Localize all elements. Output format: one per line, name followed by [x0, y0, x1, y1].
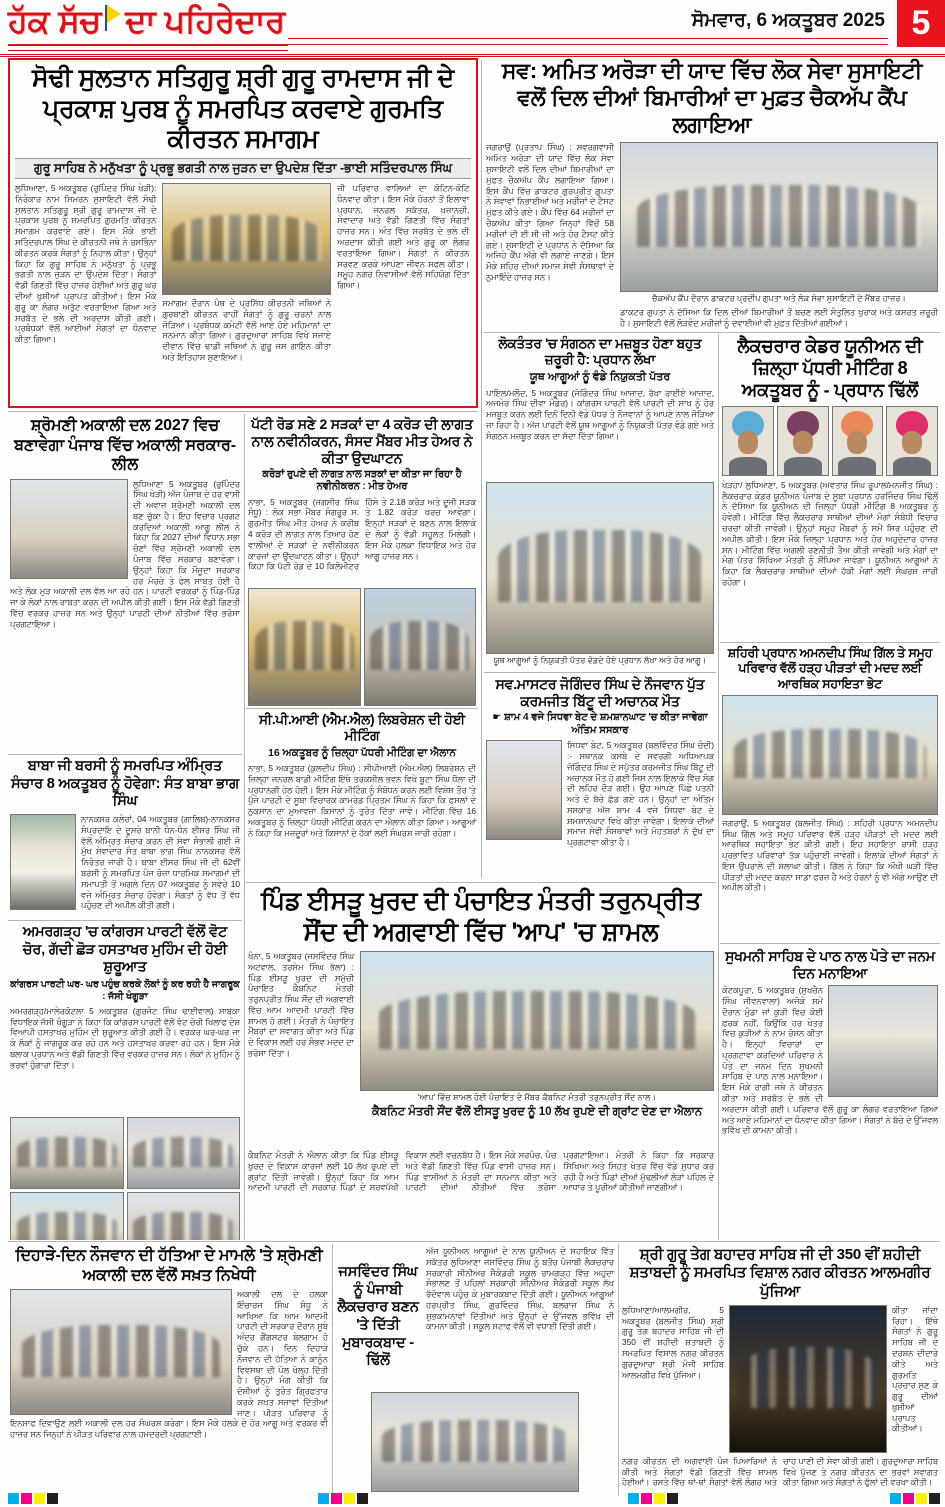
section-rule: [8, 1241, 940, 1242]
subhead: 16 ਅਕਤੂਬਰ ਨੂੰ ਜ਼ਿਲ੍ਹਾ ਪੱਧਰੀ ਮੀਟਿੰਗ ਦਾ ਐਲਾਨ: [268, 746, 456, 759]
headline: ਪੱਟੀ ਰੋਡ ਸਣੇ 2 ਸੜਕਾਂ ਦਾ 4 ਕਰੋੜ ਦੀ ਲਾਗਤ ਨਾਲ ਨਵੀਨੀਕਰਨ, ਸੰਸਦ ਮੈਂਬਰ ਮੀਤ ਹੇਅਰ ਨੇ ਕੀਤਾ ਉਦਘਾਟਨ: [251, 416, 473, 467]
photo-kirtan-stage: [162, 183, 331, 295]
photo-youth-leaders: [486, 482, 714, 654]
portrait-leader-2: [777, 406, 829, 476]
print-color-marks: [628, 1493, 678, 1504]
photo-school-felicitation: [371, 1392, 579, 1492]
portrait-leader-3: [832, 406, 884, 476]
page-number-box: [897, 0, 945, 47]
section-rule: [484, 672, 716, 673]
masthead-rule: [288, 38, 888, 45]
photo-caption: ਯੂਥ ਆਗੂਆਂ ਨੂੰ ਨਿਯੁਕਤੀ ਪੱਤਰ ਵੰਡਦੇ ਹੋਏ ਪ੍ਰਧਾਨ ਲੱਖਾ ਅਤੇ ਹੋਰ ਆਗੂ।: [493, 655, 707, 665]
subhead: ਯੂਥ ਆਗੂਆਂ ਨੂੰ ਵੰਡੇ ਨਿਯੁਕਤੀ ਪੱਤਰ: [529, 370, 671, 383]
column-rule: [718, 334, 719, 1240]
body: ਅਮਰਗੜ੍ਹ/ਮਾਲੇਰਕੋਟਲਾ 5 ਅਕਤੂਬਰ (ਗੁਰਜੰਟ ਸਿੰਘ ਢਾਈਵਾਲ) ਸਾਬਕਾ ਵਿਧਾਇਕ ਜੱਸੀ ਖੰਗੂੜਾ ਨੇ ਕਿਹਾ ਕਿ ਕਾਂਗਰਸ ਪਾਰਟੀ ਵੱਲੋਂ ਵੋਟ ਚੋਰੀ ਖਿਲਾਫ ਦੇਸ਼ ਵਿਆਪੀ ਹਸਤਾਖਰ ਮੁਹਿੰਮ ਦੀ ਸ਼ੁਰੂਆਤ ਕੀਤੀ ਗਈ ਹੈ। ਵਰਕਰ ਘਰ-ਘਰ ਜਾ ਕੇ ਲੋਕਾਂ ਨੂੰ ਜਾਗਰੂਕ ਕਰ ਰਹੇ ਹਨ ਅਤੇ ਹਸਤਾਖਰ ਕਰਵਾ ਰਹੇ ਹਨ। ਇਸ ਮੌਕੇ ਬਲਾਕ ਪ੍ਰਧਾਨ ਅਤੇ ਵੱਡੀ ਗਿਣਤੀ ਵਿੱਚ ਵਰਕਰ ਹਾਜ਼ਰ ਸਨ। ਲੋਕਾਂ ਨੇ ਮੁਹਿੰਮ ਨੂੰ ਭਰਵਾਂ ਹੁੰਗਾਰਾ ਦਿੱਤਾ।: [10, 1005, 240, 1070]
article-congress-campaign[interactable]: [8, 922, 242, 1240]
headline: ਸੋਢੀ ਸੁਲਤਾਨ ਸਤਿਗੁਰੂ ਸ਼੍ਰੀ ਗੁਰੂ ਰਾਮਦਾਸ ਜੀ ਦੇ ਪ੍ਰਕਾਸ਼ ਪੁਰਬ ਨੂੰ ਸਮਰਪਿਤ ਕਰਵਾਏ ਗੁਰਮਤਿ ਕੀਰਤਨ ਸਮਾਗਮ: [31, 64, 455, 153]
article-loktantar[interactable]: [484, 334, 716, 670]
body-bottom: ਕੈਬਨਿਟ ਮੰਤਰੀ ਨੇ ਐਲਾਨ ਕੀਤਾ ਕਿ ਪਿੰਡ ਈਸੜੂ ਖੁਰਦ ਦੇ ਵਿਕਾਸ ਕਾਰਜਾਂ ਲਈ 10 ਲੱਖ ਰੁਪਏ ਦੀ ਗ੍ਰਾਂਟ ਦਿੱਤੀ ਜਾਵੇਗੀ। ਉਨ੍ਹਾਂ ਕਿਹਾ ਕਿ ਆਮ ਆਦਮੀ ਪਾਰਟੀ ਦੀ ਸਰਕਾਰ ਪਿੰਡਾਂ ਦੇ ਸਰਵਪੱਖੀ ਵਿਕਾਸ ਲਈ ਵਚਨਬੱਧ ਹੈ। ਇਸ ਮੌਕੇ ਸਰਪੰਚ, ਪੰਚ ਅਤੇ ਵੱਡੀ ਗਿਣਤੀ ਵਿੱਚ ਪਿੰਡ ਵਾਸੀ ਹਾਜ਼ਰ ਸਨ। ਪਿੰਡ ਵਾਸੀਆਂ ਨੇ ਮੰਤਰੀ ਦਾ ਸਨਮਾਨ ਕੀਤਾ ਅਤੇ ਪਾਰਟੀ ਦੀਆਂ ਨੀਤੀਆਂ ਵਿੱਚ ਭਰੋਸਾ ਪ੍ਰਗਟਾਇਆ। ਮੰਤਰੀ ਨੇ ਕਿਹਾ ਕਿ ਸਰਕਾਰ ਸਿੱਖਿਆ ਅਤੇ ਸਿਹਤ ਖੇਤਰ ਵਿੱਚ ਵੱਡੇ ਸੁਧਾਰ ਕਰ ਰਹੀ ਹੈ ਅਤੇ ਪਿੰਡਾਂ ਦੀਆਂ ਮੁੱਢਲੀਆਂ ਲੋੜਾਂ ਪਹਿਲ ਦੇ ਆਧਾਰ ਤੇ ਪੂਰੀਆਂ ਕੀਤੀਆਂ ਜਾਣਗੀਆਂ।: [248, 1150, 714, 1193]
photo-karamjit-bittu: [486, 740, 562, 840]
article-murder-condemnation[interactable]: [8, 1244, 330, 1496]
article-nagar-kirtan[interactable]: [620, 1244, 940, 1496]
headline: ਸ਼੍ਰੋਮਣੀ ਅਕਾਲੀ ਦਲ 2027 ਵਿਚ ਬਣਾਵੇਗਾ ਪੰਜਾਬ ਵਿੱਚ ਅਕਾਲੀ ਸਰਕਾਰ-ਲੀਲ: [14, 417, 236, 474]
nishan-sahib-flag-icon: [105, 5, 121, 39]
article-gill-flood-aid[interactable]: [720, 644, 940, 940]
photo-inauguration-2: [364, 588, 477, 706]
body: ਨਾਭਾ, 5 ਅਕਤੂਬਰ (ਜਗਸੀਰ ਸਿੰਘ ਸੰਧੂ) : ਲੋਕ ਸਭਾ ਮੈਂਬਰ ਸੰਗਰੂਰ ਸ. ਗੁਰਮੀਤ ਸਿੰਘ ਮੀਤ ਹੇਅਰ ਨੇ ਕਰੀਬ 4 ਕਰੋੜ ਦੀ ਲਾਗਤ ਨਾਲ ਤਿਆਰ ਹੋਣ ਵਾਲੀਆਂ ਦੋ ਸੜਕਾਂ ਦੇ ਨਵੀਨੀਕਰਨ ਕਾਰਜਾਂ ਦਾ ਉਦਘਾਟਨ ਕੀਤਾ। ਉਨ੍ਹਾਂ ਕਿਹਾ ਕਿ ਪੱਟੀ ਰੋਡ ਦੇ 10 ਕਿਲੋਮੀਟਰ ਹਿੱਸੇ ਤੇ 2.18 ਕਰੋੜ ਅਤੇ ਦੂਜੀ ਸੜਕ ਤੇ 1.82 ਕਰੋੜ ਖਰਚ ਆਵੇਗਾ। ਇਨ੍ਹਾਂ ਸੜਕਾਂ ਦੇ ਬਣਨ ਨਾਲ ਇਲਾਕੇ ਦੇ ਲੋਕਾਂ ਨੂੰ ਵੱਡੀ ਸਹੂਲਤ ਮਿਲੇਗੀ। ਇਸ ਮੌਕੇ ਹਲਕਾ ਵਿਧਾਇਕ ਅਤੇ ਹੋਰ ਆਗੂ ਹਾਜ਼ਰ ਸਨ।: [248, 496, 476, 572]
photo-inauguration-1: [248, 588, 361, 706]
photo-camp-group: [620, 142, 938, 292]
photo-signature-drive-3: [10, 1192, 124, 1240]
logo-text-part2: ਦਾ ਪਹਿਰੇਦਾਰ: [125, 3, 286, 39]
body-continued: ਡਾਕਟਰ ਗੁਪਤਾ ਨੇ ਦੱਸਿਆ ਕਿ ਦਿਲ ਦੀਆਂ ਬਿਮਾਰੀਆਂ ਤੋਂ ਬਚਣ ਲਈ ਸੰਤੁਲਿਤ ਖੁਰਾਕ ਅਤੇ ਕਸਰਤ ਜ਼ਰੂਰੀ ਹੈ। ਸੁਸਾਇਟੀ ਵੱਲੋਂ ਲੋੜਵੰਦ ਮਰੀਜ਼ਾਂ ਨੂੰ ਦਵਾਈਆਂ ਵੀ ਮੁਫ਼ਤ ਦਿੱਤੀਆਂ ਗਈਆਂ।: [620, 306, 938, 328]
portrait-row: [722, 406, 938, 476]
body-column-left: ਲੁਧਿਆਣਾ, 5 ਅਕਤੂਬਰ (ਰੁਪਿੰਦਰ ਸਿੰਘ ਖੇੜੀ): ਨਿਰੰਕਾਰ ਨਾਮ ਸਿਮਰਨ ਸੁਸਾਇਟੀ ਵੱਲੋਂ ਸੋਢੀ ਸੁਲਤਾਨ ਸਤਿਗੁਰੂ ਸ਼੍ਰੀ ਗੁਰੂ ਰਾਮਦਾਸ ਜੀ ਦੇ ਪ੍ਰਕਾਸ਼ ਪੁਰਬ ਨੂੰ ਸਮਰਪਿਤ ਗੁਰਮਤਿ ਕੀਰਤਨ ਸਮਾਗਮ ਕਰਵਾਏ ਗਏ। ਇਸ ਮੌਕੇ ਭਾਈ ਸਤਿੰਦਰਪਾਲ ਸਿੰਘ ਦੇ ਕੀਰਤਨੀ ਜਥੇ ਨੇ ਰਸਭਿੰਨਾ ਕੀਰਤਨ ਕਰਕੇ ਸੰਗਤਾਂ ਨੂੰ ਨਿਹਾਲ ਕੀਤਾ। ਉਨ੍ਹਾਂ ਕਿਹਾ ਕਿ ਗੁਰੂ ਸਾਹਿਬ ਨੇ ਮਨੁੱਖਤਾ ਨੂੰ ਪ੍ਰਭੂ ਭਗਤੀ ਨਾਲ ਜੁੜਨ ਦਾ ਉਪਦੇਸ਼ ਦਿੱਤਾ। ਸੰਗਤਾਂ ਵੱਡੀ ਗਿਣਤੀ ਵਿੱਚ ਹਾਜ਼ਰ ਹੋਈਆਂ ਅਤੇ ਗੁਰੂ ਘਰ ਦੀਆਂ ਖੁਸ਼ੀਆਂ ਪ੍ਰਾਪਤ ਕੀਤੀਆਂ। ਇਸ ਮੌਕੇ ਗੁਰੂ ਕਾ ਲੰਗਰ ਅਤੁੱਟ ਵਰਤਾਇਆ ਗਿਆ ਅਤੇ ਸਰਬੱਤ ਦੇ ਭਲੇ ਦੀ ਅਰਦਾਸ ਕੀਤੀ ਗਈ। ਪ੍ਰਬੰਧਕਾਂ ਵੱਲੋਂ ਆਈਆਂ ਸੰਗਤਾਂ ਦਾ ਧੰਨਵਾਦ ਕੀਤਾ ਗਿਆ।: [15, 183, 157, 345]
headline: ਲੋਕਤੰਤਰ 'ਚ ਸੰਗਠਨ ਦਾ ਮਜ਼ਬੂਤ ਹੋਣਾ ਬਹੁਤ ਜ਼ਰੂਰੀ ਹੈ: ਪ੍ਰਧਾਨ ਲੱਖਾ: [498, 336, 702, 368]
photo-caption: 'ਆਪ' ਵਿੱਚ ਸ਼ਾਮਲ ਹੋਈ ਪੰਚਾਇਤ ਦੇ ਮੈਂਬਰ ਕੈਬਨਿਟ ਮੰਤਰੀ ਤਰੁਨਪ੍ਰੀਤ ਸੌਂਦ ਨਾਲ।: [417, 1093, 657, 1102]
article-sukhmani-birthday[interactable]: [720, 946, 940, 1238]
body-column-right: ਕੀਤਾ ਜਾਂਦਾ ਰਿਹਾ। ਇੱਥੇ ਸੰਗਤਾਂ ਨੇ ਗੁਰੂ ਸਾਹਿਬ ਜੀ ਦੇ ਦਰਸ਼ਨ ਦੀਦਾਰੇ ਕੀਤੇ ਅਤੇ ਗੁਰਮਤਿ ਪ੍ਰਚਾਰ ਸੁਣ ਕੇ ਗੁਰੂ ਦੀਆਂ ਖੁਸ਼ੀਆਂ ਪ੍ਰਾਪਤ ਕੀਤੀਆਂ।: [892, 1304, 938, 1434]
headline: ਬਾਬਾ ਜੀ ਬਰਸੀ ਨੂੰ ਸਮਰਪਿਤ ਅੰਮ੍ਰਿਤ ਸੰਚਾਰ 8 ਅਕਤੂਬਰ ਨੂੰ ਹੋਵੇਗਾ: ਸੰਤ ਬਾਬਾ ਭਾਗ ਸਿੰਘ: [10, 758, 240, 810]
photo-signature-drive-1: [10, 1117, 124, 1189]
article-isru-panchayat[interactable]: [246, 884, 716, 1240]
article-kirtan-samagam[interactable]: [8, 58, 478, 408]
article-lecturer-congrats[interactable]: [334, 1244, 616, 1496]
body: ਪਾਇਲ/ਮਲੌਦ, 5 ਅਕਤੂਬਰ (ਜੋਗਿੰਦਰ ਸਿੰਘ ਆਜ਼ਾਦ, ਰੱਖਾ ਰਾਈਏ ਆਜ਼ਾਦ, ਅਜਮੇਰ ਸਿੰਘ ਦੀਵਾ ਮੰਡੇਰ)। ਕਾਂਗਰਸ ਪਾਰਟੀ ਵੱਲੋਂ ਪਾਰਟੀ ਦੀ ਸਾਖ ਨੂੰ ਹੋਰ ਮਜ਼ਬੂਤ ਕਰਨ ਲਈ ਦਿਨੋਂ ਦਿਨੀ ਵੱਡੇ ਪੱਧਰ ਤੇ ਨੌਜਵਾਨਾਂ ਨੂੰ ਆਪਣੇ ਨਾਲ ਜੋੜਿਆ ਜਾ ਰਿਹਾ ਹੈ। ਅੱਜ ਪਾਰਟੀ ਵੱਲੋਂ ਯੂਥ ਆਗੂਆਂ ਨੂੰ ਨਿਯੁਕਤੀ ਪੱਤਰ ਵੰਡੇ ਗਏ ਅਤੇ ਸੰਗਠਨ ਮਜ਼ਬੂਤ ਕਰਨ ਦਾ ਸੱਦਾ ਦਿੱਤਾ ਗਿਆ।: [486, 387, 714, 441]
section-rule: [484, 332, 940, 333]
body: ਖੇੜਹਾ/ ਲੁਧਿਆਣਾ, 5 ਅਕਤੂਬਰ (ਅਵਤਾਰ ਸਿੰਘ ਰੂਪਾਲ/ਮਨਜੀਤ ਸਿੰਘ) : ਲੈਕਚਰਾਰ ਕੇਡਰ ਯੂਨੀਅਨ ਪੰਜਾਬ ਦੇ ਸੂਬਾ ਪ੍ਰਧਾਨ ਹਰਜਿੰਦਰ ਸਿੰਘ ਢਿੱਲੋਂ ਨੇ ਦੱਸਿਆ ਕਿ ਯੂਨੀਅਨ ਦੀ ਜ਼ਿਲ੍ਹਾ ਪੱਧਰੀ ਮੀਟਿੰਗ 8 ਅਕਤੂਬਰ ਨੂੰ ਹੋਵੇਗੀ। ਮੀਟਿੰਗ ਵਿੱਚ ਲੈਕਚਰਾਰ ਸਾਥੀਆਂ ਦੀਆਂ ਮੰਗਾਂ ਸੰਬੰਧੀ ਵਿਚਾਰ ਚਰਚਾ ਕੀਤੀ ਜਾਵੇਗੀ। ਉਨ੍ਹਾਂ ਸਮੂਹ ਮੈਂਬਰਾਂ ਨੂੰ ਸਮੇਂ ਸਿਰ ਪਹੁੰਚਣ ਦੀ ਅਪੀਲ ਕੀਤੀ। ਇਸ ਮੌਕੇ ਜ਼ਿਲ੍ਹਾ ਪ੍ਰਧਾਨ ਅਤੇ ਹੋਰ ਅਹੁਦੇਦਾਰ ਹਾਜ਼ਰ ਸਨ। ਮੀਟਿੰਗ ਵਿੱਚ ਅਗਲੀ ਰਣਨੀਤੀ ਤੈਅ ਕੀਤੀ ਜਾਵੇਗੀ ਅਤੇ ਮੰਗਾਂ ਦਾ ਮੰਗ ਪੱਤਰ ਸਿੱਖਿਆ ਮੰਤਰੀ ਨੂੰ ਸੌਂਪਿਆ ਜਾਵੇਗਾ। ਯੂਨੀਅਨ ਆਗੂਆਂ ਨੇ ਕਿਹਾ ਕਿ ਲੈਕਚਰਾਰ ਸਾਥੀਆਂ ਦੀਆਂ ਹੱਕੀ ਮੰਗਾਂ ਲਈ ਸੰਘਰਸ਼ ਜਾਰੀ ਰਹੇਗਾ।: [722, 479, 938, 587]
headline: ਜਸਵਿੰਦਰ ਸਿੰਘ ਨੂੰ ਪੰਜਾਬੀ ਲੈਕਚਰਾਰ ਬਣਨ 'ਤੇ ਦਿੱਤੀ ਮੁਬਾਰਕਬਾਦ - ਢਿੱਲੋਂ: [337, 1263, 419, 1369]
photo-akali-delegation: [10, 1289, 232, 1415]
body-column-right: ਜੀ ਪਰਿਵਾਰ ਵਾਲਿਆਂ ਦਾ ਕੋਟਿਨ-ਕੋਟਿ ਧੰਨਵਾਦ ਕੀਤਾ। ਇਸ ਮੌਕੇ ਹੋਰਨਾਂ ਤੋਂ ਇਲਾਵਾ ਪ੍ਰਧਾਨ, ਜਨਰਲ ਸਕੱਤਰ, ਖਜ਼ਾਨਚੀ, ਸੇਵਾਦਾਰ ਅਤੇ ਵੱਡੀ ਗਿਣਤੀ ਵਿੱਚ ਸੰਗਤਾਂ ਹਾਜ਼ਰ ਸਨ। ਅੰਤ ਵਿੱਚ ਸਰਬੱਤ ਦੇ ਭਲੇ ਦੀ ਅਰਦਾਸ ਕੀਤੀ ਗਈ ਅਤੇ ਗੁਰੂ ਕਾ ਲੰਗਰ ਵਰਤਾਇਆ ਗਿਆ। ਸੰਗਤਾਂ ਨੇ ਕੀਰਤਨ ਸਰਵਣ ਕਰਕੇ ਆਪਣਾ ਜੀਵਨ ਸਫਲ ਕੀਤਾ। ਸਮੂਹ ਨਗਰ ਨਿਵਾਸੀਆਂ ਵੱਲੋਂ ਸਹਿਯੋਗ ਦਿੱਤਾ ਗਿਆ।: [337, 183, 470, 291]
article-bittu-death[interactable]: [484, 674, 716, 880]
section-rule: [8, 754, 242, 755]
portrait-leader-1: [722, 406, 774, 476]
column-rule: [332, 1244, 333, 1496]
print-color-marks: [890, 1493, 940, 1504]
photo-grid: [10, 1117, 240, 1240]
photo-caption: ਚੈਕਅੱਪ ਕੈਂਪ ਦੌਰਾਨ ਡਾਕਟਰ ਪ੍ਰਦੀਪ ਗੁਪਤਾ ਅਤੇ ਲੋਕ ਸੇਵਾ ਸੁਸਾਇਟੀ ਦੇ ਮੈਂਬਰ ਹਾਜ਼ਰ।: [652, 294, 906, 304]
logo-underline: [8, 44, 288, 51]
column-rule: [481, 60, 482, 878]
column-rule: [618, 1244, 619, 1496]
section-rule: [246, 882, 716, 883]
body-column-mid: ਸਮਾਗਮ ਦੌਰਾਨ ਪੰਥ ਦੇ ਪ੍ਰਸਿੱਧ ਕੀਰਤਨੀ ਜਥਿਆਂ ਨੇ ਗੁਰਬਾਣੀ ਕੀਰਤਨ ਰਾਹੀਂ ਸੰਗਤਾਂ ਨੂੰ ਗੁਰੂ ਚਰਨਾਂ ਨਾਲ ਜੋੜਿਆ। ਪ੍ਰਬੰਧਕ ਕਮੇਟੀ ਵੱਲੋਂ ਆਏ ਹੋਏ ਮਹਿਮਾਨਾਂ ਦਾ ਸਨਮਾਨ ਕੀਤਾ ਗਿਆ। ਗੁਰਦੁਆਰਾ ਸਾਹਿਬ ਵਿਖੇ ਸਜਾਏ ਦੀਵਾਨ ਵਿੱਚ ਢਾਡੀ ਜਥਿਆਂ ਨੇ ਗੁਰੂ ਜਸ ਗਾਇਨ ਕੀਤਾ ਅਤੇ ਇਤਿਹਾਸ ਸੁਣਾਇਆ।: [162, 298, 332, 363]
headline: ਸਵ.ਮਾਸਟਰ ਜੋਗਿੰਦਰ ਸਿੰਘ ਦੇ ਨੌਜਵਾਨ ਪੁੱਤ ਕਰਮਜੀਤ ਬਿੱਟੂ ਦੀ ਅਚਾਨਕ ਮੌਤ: [495, 676, 705, 710]
photo-birthday-family: [828, 985, 938, 1097]
photo-aid-presentation: [722, 695, 938, 815]
section-rule: [8, 411, 478, 412]
subhead: ਕਾਂਗਰਸ ਪਾਰਟੀ ਘਰ- ਘਰ ਪਹੁੰਚ ਕਰਕੇ ਲੋਕਾਂ ਨੂੰ ਕਰ ਰਹੀ ਹੈ ਜਾਗਰੂਕ : ਜੱਸੀ ਖੰਗੂੜਾ: [10, 979, 240, 1002]
photo-signature-drive-2: [127, 1117, 241, 1189]
photo-panchayat-group: [360, 951, 714, 1091]
edition-date: ਸੋਮਵਾਰ, 6 ਅਕਤੂਬਰ 2025: [691, 10, 885, 31]
column-rule: [244, 414, 245, 1240]
body: ਜਗਰਾਉਂ, 5 ਅਕਤੂਬਰ (ਬਲਜੀਤ ਸਿੰਘ) : ਸ਼ਹਿਰੀ ਪ੍ਰਧਾਨ ਅਮਨਦੀਪ ਸਿੰਘ ਗਿੱਲ ਅਤੇ ਸਮੂਹ ਪਰਿਵਾਰ ਵੱਲੋਂ ਹੜ੍ਹ ਪੀੜਤਾਂ ਦੀ ਮਦਦ ਲਈ ਆਰਥਿਕ ਸਹਾਇਤਾ ਭੇਟ ਕੀਤੀ ਗਈ। ਇਹ ਸਹਾਇਤਾ ਰਾਸ਼ੀ ਹੜ੍ਹ ਪ੍ਰਭਾਵਿਤ ਪਰਿਵਾਰਾਂ ਤੱਕ ਪਹੁੰਚਾਈ ਜਾਵੇਗੀ। ਇਲਾਕੇ ਦੀਆਂ ਸੰਗਤਾਂ ਨੇ ਇਸ ਉਪਰਾਲੇ ਦੀ ਸ਼ਲਾਘਾ ਕੀਤੀ। ਗਿੱਲ ਨੇ ਕਿਹਾ ਕਿ ਔਖੀ ਘੜੀ ਵਿੱਚ ਪੀੜਤਾਂ ਦੀ ਮਦਦ ਕਰਨਾ ਸਾਡਾ ਫਰਜ਼ ਹੈ ਅਤੇ ਹੋਰਨਾਂ ਨੂੰ ਵੀ ਅੱਗੇ ਆਉਣ ਦੀ ਅਪੀਲ ਕੀਤੀ।: [722, 817, 938, 893]
body: ਸਿਧਵਾ ਬੇਟ, 5 ਅਕਤੂਬਰ (ਬਲਵਿੰਦਰ ਸਿੰਘ ਚੰਦੀ) :- ਸਥਾਨਕ ਕਸਬੇ ਦੇ ਸਵਰਗੀ ਅਧਿਆਪਕ ਜੋਗਿੰਦਰ ਸਿੰਘ ਦੇ ਸਪੁੱਤਰ ਕਰਮਜੀਤ ਸਿੰਘ ਬਿੱਟੂ ਦੀ ਅਚਾਨਕ ਮੌਤ ਹੋ ਗਈ ਜਿਸ ਨਾਲ ਇਲਾਕੇ ਵਿੱਚ ਸੋਗ ਦੀ ਲਹਿਰ ਦੌੜ ਗਈ। ਉਹ ਆਪਣੇ ਪਿੱਛੇ ਪਤਨੀ ਅਤੇ ਦੋ ਬੱਚੇ ਛੱਡ ਗਏ ਹਨ। ਉਨ੍ਹਾਂ ਦਾ ਅੰਤਿਮ ਸਸਕਾਰ ਅੱਜ ਸ਼ਾਮ 4 ਵਜੇ ਸਿਧਵਾ ਬੇਟ ਦੇ ਸ਼ਮਸ਼ਾਨਘਾਟ ਵਿਖੇ ਕੀਤਾ ਜਾਵੇਗਾ। ਇਲਾਕੇ ਦੀਆਂ ਸਮਾਜ ਸੇਵੀ ਸੰਸਥਾਵਾਂ ਅਤੇ ਮੋਹਤਬਰਾਂ ਨੇ ਦੁੱਖ ਦਾ ਪ੍ਰਗਟਾਵਾ ਕੀਤਾ ਹੈ।: [567, 740, 714, 848]
photo-sant-baba: [10, 814, 76, 910]
body-column: ਜਗਰਾਉਂ (ਪ੍ਰਤਾਪ ਸਿੰਘ) : ਸਵਰਗਵਾਸੀ ਅਮਿਤ ਅਰੋੜਾ ਦੀ ਯਾਦ ਵਿੱਚ ਲੋਕ ਸੇਵਾ ਸੁਸਾਇਟੀ ਵਲੋਂ ਦਿਲ ਦੀਆਂ ਬਿਮਾਰੀਆਂ ਦਾ ਮੁਫ਼ਤ ਚੈਕਅੱਪ ਕੈਂਪ ਲਗਾਇਆ ਗਿਆ। ਇਸ ਕੈਂਪ ਵਿੱਚ ਡਾਕਟਰ ਗੁਰਪ੍ਰੀਤ ਗੁਪਤਾ ਨੇ ਸੇਵਾਵਾਂ ਨਿਭਾਈਆਂ ਅਤੇ ਮਰੀਜ਼ਾਂ ਦੇ ਟੈਸਟ ਮੁਫ਼ਤ ਕੀਤੇ ਗਏ। ਕੈਂਪ ਵਿੱਚ 64 ਮਰੀਜ਼ਾਂ ਦਾ ਚੈਕਅੱਪ ਕੀਤਾ ਗਿਆ ਜਿਨ੍ਹਾਂ ਵਿੱਚੋਂ 58 ਮਰੀਜ਼ਾਂ ਦੀ ਈ ਸੀ ਜੀ ਅਤੇ ਹੋਰ ਟੈਸਟ ਕੀਤੇ ਗਏ। ਸੁਸਾਇਟੀ ਦੇ ਪ੍ਰਧਾਨ ਨੇ ਦੱਸਿਆ ਕਿ ਅਜਿਹੇ ਕੈਂਪ ਅੱਗੇ ਵੀ ਲਗਾਏ ਜਾਣਗੇ। ਇਸ ਮੌਕੇ ਸ਼ਹਿਰ ਦੀਆਂ ਸਮਾਜ ਸੇਵੀ ਸੰਸਥਾਵਾਂ ਦੇ ਨੁਮਾਇੰਦੇ ਹਾਜ਼ਰ ਸਨ।: [486, 142, 614, 282]
headline: ਸਵ: ਅਮਿਤ ਅਰੋੜਾ ਦੀ ਯਾਦ ਵਿੱਚ ਲੋਕ ਸੇਵਾ ਸੁਸਾਇਟੀ ਵਲੋਂ ਦਿਲ ਦੀਆਂ ਬਿਮਾਰੀਆਂ ਦਾ ਮੁਫ਼ਤ ਚੈਕਅੱਪ ਕੈਂਪ ਲਗਾਇਆ: [501, 58, 923, 137]
body: ਨਾਨਕਸਰ ਕਲੇਰਾਂ, 04 ਅਕਤੂਬਰ (ਗਾਲਿਬ)-ਨਾਨਕਸਰ ਸੰਪ੍ਰਦਾਇ ਦੇ ਦੂਸਰੇ ਬਾਨੀ ਧੰਨ-ਧੰਨ ਈਸਰ ਸਿੰਘ ਜੀ ਵੱਲੋਂ ਅੰਮ੍ਰਿਤ ਸੰਚਾਰ ਕਰਨ ਦੀ ਸੇਵਾ ਸੰਭਾਲੀ ਗਈ ਜੋ ਮੁੱਖ ਸੇਵਾਦਾਰ ਸੰਤ ਬਾਬਾ ਭਾਗ ਸਿੰਘ ਨਾਨਕਸਰ ਵੱਲੋਂ ਨਿਰੰਤਰ ਜਾਰੀ ਹੈ। ਬਾਬਾ ਈਸਰ ਸਿੰਘ ਜੀ ਦੀ 62ਵੀਂ ਬਰਸੀ ਨੂੰ ਸਮਰਪਿਤ ਪੰਜ ਰੋਜ਼ਾ ਧਾਰਮਿਕ ਸਮਾਗਮਾਂ ਦੀ ਸਮਾਪਤੀ ਤੋਂ ਅਗਲੇ ਦਿਨ 07 ਅਕਤੂਬਰ ਨੂੰ ਸਵੇਰੇ 10 ਵਜੇ ਅੰਮ੍ਰਿਤ ਸੰਚਾਰ ਹੋਵੇਗਾ। ਸੰਗਤਾਂ ਨੂੰ ਵੱਧ ਤੋਂ ਵੱਧ ਪਹੁੰਚਣ ਦੀ ਅਪੀਲ ਕੀਤੀ ਗਈ।: [81, 814, 240, 911]
body-bottom: ਨਗਰ ਕੀਰਤਨ ਦੀ ਅਗਵਾਈ ਪੰਜ ਪਿਆਰਿਆਂ ਨੇ ਕੀਤੀ ਅਤੇ ਸੰਗਤਾਂ ਵੱਡੀ ਗਿਣਤੀ ਵਿੱਚ ਸ਼ਾਮਲ ਹੋਈਆਂ। ਰਸਤੇ ਵਿੱਚ ਥਾਂ-ਥਾਂ ਸੰਗਤਾਂ ਵੱਲੋਂ ਲੰਗਰ ਅਤੇ ਚਾਹ ਪਾਣੀ ਦੀ ਸੇਵਾ ਕੀਤੀ ਗਈ। ਗੁਰਦੁਆਰਾ ਸਾਹਿਬ ਵਿਖੇ ਪੁੱ‌ਜਣ ਤੇ ਨਗਰ ਕੀਰਤਨ ਦਾ ਭਰਵਾਂ ਸਵਾਗਤ ਕੀਤਾ ਗਿਆ ਅਤੇ ਸੰਗਤਾਂ ਨੇ ਫੁੱਲਾਂ ਦੀ ਵਰਖਾ ਕੀਤੀ।: [622, 1455, 938, 1488]
section-rule: [246, 708, 478, 709]
grant-announcement: ਕੈਬਨਿਟ ਮੰਤਰੀ ਸੌਂਦ ਵੱਲੋਂ ਈਸੜੂ ਖੁਰਦ ਨੂੰ 10 ਲੱਖ ਰੁਪਏ ਦੀ ਗ੍ਰਾਂਟ ਦੇਣ ਦਾ ਐਲਾਨ: [371, 1106, 703, 1119]
headline: ਸੀ.ਪੀ.ਆਈ (ਐਮ.ਐਲ) ਲਿਬਰੇਸ਼ਨ ਦੀ ਹੋਈ ਮੀਟਿੰਗ: [259, 712, 465, 744]
headline: ਸ਼ਹਿਰੀ ਪ੍ਰਧਾਨ ਅਮਨਦੀਪ ਸਿੰਘ ਗਿੱਲ ਤੇ ਸਮੂਹ ਪਰਿਵਾਰ ਵੱਲੋਂ ਹੜ੍ਹ ਪੀੜਤਾਂ ਦੀ ਮਦਦ ਲਈ ਆਰਥਿਕ ਸਹਾਇਤਾ ਭੇਟ: [727, 646, 933, 691]
section-rule: [8, 920, 242, 921]
print-color-marks: [8, 1493, 58, 1504]
subhead: ☛ ਸ਼ਾਮ 4 ਵਜੇ ਸਿਧਵਾ ਬੇਟ ਦੇ ਸ਼ਮਸ਼ਾਨਘਾਟ 'ਚ ਕੀਤਾ ਜਾਵੇਗਾ ਅੰਤਿਮ ਸਸਕਾਰ: [492, 712, 708, 736]
subhead: ਗੁਰੂ ਸਾਹਿਬ ਨੇ ਮਨੁੱਖਤਾ ਨੂੰ ਪ੍ਰਭੂ ਭਗਤੀ ਨਾਲ ਜੁੜਨ ਦਾ ਉਪਦੇਸ਼ ਦਿੱਤਾ -ਭਾਈ ਸਤਿੰਦਰਪਾਲ ਸਿੰਘ: [15, 158, 471, 180]
section-rule: [720, 642, 940, 643]
body: ਕੋਟਕਪੂਰਾ, 5 ਅਕਤੂਬਰ (ਸੁਖਚੈਨ ਸਿੰਘ ਜੀਵਨਵਾਲਾ) ਅਜੋਕੇ ਸਮੇਂ ਦੌਰਾਨ ਮੁੰਡਾ ਜਾਂ ਕੁੜੀ ਵਿਚ ਕੋਈ ਫਰਕ ਨਹੀਂ, ਕਿਉਂਕਿ ਹਰ ਖੇਤਰ ਵਿਚ ਕੁੜੀਆਂ ਨੇ ਨਾਮ ਰੋਸ਼ਨ ਕੀਤਾ ਹੈ। ਇਨ੍ਹਾਂ ਵਿਚਾਰਾਂ ਦਾ ਪ੍ਰਗਟਾਵਾ ਕਰਦਿਆਂ ਪਰਿਵਾਰ ਨੇ ਪੋਤੇ ਦਾ ਜਨਮ ਦਿਨ ਸੁਖਮਨੀ ਸਾਹਿਬ ਦੇ ਪਾਠ ਨਾਲ ਮਨਾਇਆ। ਇਸ ਮੌਕੇ ਰਾਗੀ ਜਥੇ ਨੇ ਕੀਰਤਨ ਕੀਤਾ ਅਤੇ ਸਰਬੱਤ ਦੇ ਭਲੇ ਦੀ ਅਰਦਾਸ ਕੀਤੀ ਗਈ। ਪਰਿਵਾਰ ਵੱਲੋਂ ਗੁਰੂ ਕਾ ਲੰਗਰ ਵਰਤਾਇਆ ਗਿਆ ਅਤੇ ਆਏ ਮਹਿਮਾਨਾਂ ਦਾ ਧੰਨਵਾਦ ਕੀਤਾ ਗਿਆ। ਸੰਗਤਾਂ ਨੇ ਬੱਚੇ ਦੇ ਉੱਜਵਲ ਭਵਿੱਖ ਦੀ ਕਾਮਨਾ ਕੀਤੀ।: [722, 985, 938, 1136]
logo-text-part1: ਹੱਕ ਸੱਚ: [8, 3, 102, 39]
article-checkup-camp[interactable]: [484, 58, 940, 330]
body-column-left: ਖੰਨਾ, 5 ਅਕਤੂਬਰ (ਜਸਵਿੰਦਰ ਸਿੰਘ ਅਟਵਾਲ, ਤਰਸੇਮ ਸਿੰਘ ਭੱਲਾ) : ਪਿੰਡ ਈਸੜੂ ਖੁਰਦ ਦੀ ਸਮੁੱਚੀ ਪੰਚਾਇਤ ਕੈਬਨਿਟ ਮੰਤਰੀ ਤਰੁਨਪ੍ਰੀਤ ਸਿੰਘ ਸੌਂਦ ਦੀ ਅਗਵਾਈ ਵਿੱਚ ਆਮ ਆਦਮੀ ਪਾਰਟੀ ਵਿੱਚ ਸ਼ਾਮਲ ਹੋ ਗਈ। ਮੰਤਰੀ ਨੇ ਪੰਚਾਇਤ ਮੈਂਬਰਾਂ ਦਾ ਸਵਾਗਤ ਕੀਤਾ ਅਤੇ ਪਿੰਡ ਦੇ ਵਿਕਾਸ ਲਈ ਹਰ ਸੰਭਵ ਮਦਦ ਦਾ ਭਰੋਸਾ ਦਿੱਤਾ।: [248, 951, 354, 1059]
section-rule: [720, 943, 940, 944]
body: ਅਕਾਲੀ ਦਲ ਦੇ ਹਲਕਾ ਇੰਚਾਰਜ ਸਿੰਘ ਸੰਧੂ ਨੇ ਆਖਿਆ ਕਿ ਆਮ ਆਦਮੀ ਪਾਰਟੀ ਦੀ ਸਰਕਾਰ ਦੌਰਾਨ ਸੂਬੇ ਅੰਦਰ ਗੈਂਗਸਟਰ ਬੇਲਗਾਮ ਹੋ ਚੁੱਕੇ ਹਨ। ਦਿਨ ਦਿਹਾੜੇ ਨੌਜਵਾਨ ਦੀ ਹੱਤਿਆ ਨੇ ਕਾਨੂੰਨ ਵਿਵਸਥਾ ਦੀ ਪੋਲ ਖੋਲ੍ਹ ਦਿੱਤੀ ਹੈ। ਉਨ੍ਹਾਂ ਮੰਗ ਕੀਤੀ ਕਿ ਦੋਸ਼ੀਆਂ ਨੂੰ ਤੁਰੰਤ ਗ੍ਰਿਫਤਾਰ ਕਰਕੇ ਸਖ਼ਤ ਸਜ਼ਾਵਾਂ ਦਿੱਤੀਆਂ ਜਾਣ। ਪੀੜਤ ਪਰਿਵਾਰ ਨੂੰ ਇਨਸਾਫ ਦਿਵਾਉਣ ਲਈ ਅਕਾਲੀ ਦਲ ਹਰ ਸੰਘਰਸ਼ ਕਰੇਗਾ। ਇਸ ਮੌਕੇ ਹਲਕੇ ਦੇ ਹੋਰ ਆਗੂ ਅਤੇ ਵਰਕਰ ਵੀ ਹਾਜ਼ਰ ਸਨ ਜਿਨ੍ਹਾਂ ਨੇ ਪੀੜਤ ਪਰਿਵਾਰ ਨਾਲ ਹਮਦਰਦੀ ਪ੍ਰਗਟਾਈ।: [10, 1289, 328, 1440]
headline: ਦਿਹਾੜੇ-ਦਿਨ ਨੌਜਵਾਨ ਦੀ ਹੱਤਿਆ ਦੇ ਮਾਮਲੇ 'ਤੇ ਸ਼੍ਰੋਮਣੀ ਅਕਾਲੀ ਦਲ ਵੱਲੋਂ ਸਖ਼ਤ ਨਿਖੇਧੀ: [15, 1247, 323, 1284]
print-color-marks: [318, 1493, 368, 1504]
body: ਲੁਧਿਆਣਾ 5 ਅਕਤੂਬਰ (ਰੁਪਿੰਦਰ ਸਿੰਘ ਖੇੜੀ) ਅੱਜ ਪੰਜਾਬ ਦੇ ਹਰ ਵਾਸੀ ਦੀ ਅਵਾਜ਼ ਸ਼੍ਰੋਮਣੀ ਅਕਾਲੀ ਦਲ ਬਣ ਚੁੱਕਾ ਹੈ। ਇਹ ਵਿਚਾਰ ਪ੍ਰਗਟ ਕਰਦਿਆਂ ਅਕਾਲੀ ਆਗੂ ਲੀਲ ਨੇ ਕਿਹਾ ਕਿ 2027 ਦੀਆਂ ਵਿਧਾਨ ਸਭਾ ਚੋਣਾਂ ਵਿੱਚ ਸ਼੍ਰੋਮਣੀ ਅਕਾਲੀ ਦਲ ਪੰਜਾਬ ਵਿੱਚ ਸਰਕਾਰ ਬਣਾਵੇਗਾ। ਉਨ੍ਹਾਂ ਕਿਹਾ ਕਿ ਮੌਜੂਦਾ ਸਰਕਾਰ ਹਰ ਮੋਰਚੇ ਤੇ ਫੇਲ ਸਾਬਤ ਹੋਈ ਹੈ ਅਤੇ ਲੋਕ ਮੁੜ ਅਕਾਲੀ ਦਲ ਵੱਲ ਆ ਰਹੇ ਹਨ। ਪਾਰਟੀ ਵਰਕਰਾਂ ਨੂੰ ਪਿੰਡ-ਪਿੰਡ ਜਾ ਕੇ ਲੋਕਾਂ ਨਾਲ ਰਾਬਤਾ ਕਰਨ ਦੀ ਅਪੀਲ ਕੀਤੀ ਗਈ। ਇਸ ਮੌਕੇ ਵੱਡੀ ਗਿਣਤੀ ਵਿੱਚ ਵਰਕਰ ਹਾਜ਼ਰ ਸਨ ਅਤੇ ਉਨ੍ਹਾਂ ਪਾਰਟੀ ਦੀਆਂ ਨੀਤੀਆਂ ਵਿੱਚ ਭਰੋਸਾ ਪ੍ਰਗਟਾਇਆ।: [10, 478, 240, 629]
article-cpiml-meeting[interactable]: [246, 710, 478, 880]
headline: ਸ਼੍ਰੀ ਗੁਰੂ ਤੇਗ ਬਹਾਦਰ ਸਾਹਿਬ ਜੀ ਦੀ 350 ਵੀਂ ਸ਼ਹੀਦੀ ਸ਼ਤਾਬਦੀ ਨੂੰ ਸਮਰਪਿਤ ਵਿਸ਼ਾਲ ਨਗਰ ਕੀਰਤਨ ਆਲਮਗੀਰ ਪੁੱਜਿਆ: [629, 1246, 931, 1300]
body: ਅੱਜ ਯੂਨੀਅਨ ਆਗੂਆਂ ਦੇ ਨਾਲ ਯੂਨੀਅਨ ਦੇ ਸਹਾਇਕ ਵਿੱਤ ਸਕੱਤਰ ਲੁਧਿਆਣਾ ਜਸਵਿੰਦਰ ਸਿੰਘ ਨੂੰ ਬਤੌਰ ਪੰਜਾਬੀ ਲੈਕਚਰਾਰ ਸਰਕਾਰੀ ਸੀਨੀਅਰ ਸੈਕੰਡਰੀ ਸਕੂਲ ਰਾਮਗੜ੍ਹ ਵਿੱਚ ਅਹੁਦਾ ਸੰਭਾਲਣ ਤੋਂ ਪਹਿਲਾਂ ਸਰਕਾਰੀ ਸੀਨੀਅਰ ਸੈਕੰਡਰੀ ਸਕੂਲ ਲੱਖ ਰੱਦੋਵਾਲ ਪਹੁੰਚ ਕੇ ਮੁਬਾਰਕਬਾਦ ਦਿੱਤੀ ਗਈ। ਯੂਨੀਅਨ ਆਗੂਆਂ ਹਰਪ੍ਰੀਤ ਸਿੰਘ, ਗੁਰਵਿੰਦਰ ਸਿੰਘ, ਬਲਰਾਜ ਸਿੰਘ ਨੇ ਸ਼ੁਭਕਾਮਨਾਵਾਂ ਦਿੱਤੀਆਂ ਅਤੇ ਉਨ੍ਹਾਂ ਦੇ ਉੱਜਵਲ ਭਵਿੱਖ ਦੀ ਕਾਮਨਾ ਕੀਤੀ। ਸਕੂਲ ਸਟਾਫ ਵੱਲੋਂ ਵੀ ਵਧਾਈ ਦਿੱਤੀ ਗਈ।: [426, 1246, 614, 1332]
article-akali-2027[interactable]: [8, 414, 242, 752]
newspaper-logo: [8, 3, 285, 41]
article-patti-road[interactable]: [246, 414, 478, 706]
subhead: ਕਰੋੜਾਂ ਰੁਪਏ ਦੀ ਲਾਗਤ ਨਾਲ ਸੜਕਾਂ ਦਾ ਕੀਤਾ ਜਾ ਰਿਹਾ ਹੈ ਨਵੀਨੀਕਰਨ : ਮੀਤ ਹੇਅਰ: [262, 469, 462, 493]
article-amrit-sanchar[interactable]: [8, 756, 242, 918]
headline: ਲੈਕਚਰਾਰ ਕੇਡਰ ਯੂਨੀਅਨ ਦੀ ਜ਼ਿਲ੍ਹਾ ਪੱਧਰੀ ਮੀਟਿੰਗ 8 ਅਕਤੂਬਰ ਨੂੰ - ਪ੍ਰਧਾਨ ਢਿੱਲੋਂ: [737, 336, 923, 400]
portrait-leader-4: [886, 406, 938, 476]
photo-nagar-kirtan-night: [729, 1305, 887, 1453]
photo-signature-drive-4: [127, 1192, 241, 1240]
photo-akali-leaders: [10, 479, 128, 579]
body-column-left: ਲੁਧਿਆਣਾ/ਆਲਮਗੀਰ, 5 ਅਕਤੂਬਰ (ਬਲਜੀਤ ਸਿੰਘ) ਸ਼੍ਰੀ ਗੁਰੂ ਤੇਗ ਬਹਾਦਰ ਸਾਹਿਬ ਜੀ ਦੀ 350 ਵੀਂ ਸ਼ਹੀਦੀ ਸ਼ਤਾਬਦੀ ਨੂੰ ਸਮਰਪਿਤ ਵਿਸ਼ਾਲ ਨਗਰ ਕੀਰਤਨ ਗੁਰਦੁਆਰਾ ਸ਼੍ਰੀ ਮੰਜੀ ਸਾਹਿਬ ਆਲਮਗੀਰ ਵਿਖੇ ਪੁੱਜਿਆ।: [622, 1304, 724, 1380]
headline: ਪਿੰਡ ਈਸੜੂ ਖੁਰਦ ਦੀ ਪੰਚਾਇਤ ਮੰਤਰੀ ਤਰੁਨਪ੍ਰੀਤ ਸੌਂਦ ਦੀ ਅਗਵਾਈ ਵਿੱਚ 'ਆਪ' 'ਚ ਸ਼ਾਮਲ: [260, 887, 702, 946]
page-number: 5: [911, 4, 931, 42]
masthead: [0, 0, 945, 57]
body: ਨਾਭਾ, 5 ਅਕਤੂਬਰ (ਕੁਲਦੀਪ ਸਿੰਘ) : ਸੀਪੀਆਈ (ਐਮ.ਐਲ) ਲਿਬਰੇਸ਼ਨ ਦੀ ਜ਼ਿਲ੍ਹਾ ਜਨਰਲ ਬਾਡੀ ਮੀਟਿੰਗ ਇੱਥੇ ਤਰਕਸ਼ੀਲ ਭਵਨ ਵਿਖੇ ਬੂਟਾ ਸਿੰਘ ਧੌਲਾ ਦੀ ਪ੍ਰਧਾਨਗੀ ਹੇਠ ਹੋਈ। ਇਸ ਮੌਕੇ ਮੀਟਿੰਗ ਨੂੰ ਸੰਬੋਧਨ ਕਰਨ ਲਈ ਵਿਸ਼ੇਸ਼ ਤੌਰ 'ਤੇ ਪੁੱਜੇ ਪਾਰਟੀ ਦੇ ਸੂਬਾ ਵਿਚਾਰਕ ਕਾਮਰੇਡ ਪ੍ਰਿਤਮ ਸਿੰਘ ਨੇ ਕਿਹਾ ਕਿ ਫਸਲਾਂ ਦੇ ਨੁਕਸਾਨ ਦਾ ਮੁਆਵਜ਼ਾ ਕਿਸਾਨਾਂ ਨੂੰ ਤੁਰੰਤ ਦਿੱਤਾ ਜਾਵੇ। ਮੀਟਿੰਗ ਵਿੱਚ 16 ਅਕਤੂਬਰ ਨੂੰ ਜ਼ਿਲ੍ਹਾ ਪੱਧਰੀ ਮੀਟਿੰਗ ਕਰਨ ਦਾ ਐਲਾਨ ਕੀਤਾ ਗਿਆ। ਆਗੂਆਂ ਨੇ ਕਿਹਾ ਕਿ ਮਜ਼ਦੂਰਾਂ ਅਤੇ ਕਿਸਾਨਾਂ ਦੇ ਹੱਕਾਂ ਲਈ ਸੰਘਰਸ਼ ਜਾਰੀ ਰਹੇਗਾ।: [248, 763, 476, 838]
headline: ਅਮਰਗੜ੍ਹ 'ਚ ਕਾਂਗਰਸ ਪਾਰਟੀ ਵੱਲੋਂ ਵੋਟ ਚੋਰ, ਗੱਦੀ ਛੋੜ ਹਸਤਾਖਰ ਮੁਹਿੰਮ ਦੀ ਹੋਈ ਸ਼ੁਰੂਆਤ: [22, 924, 228, 976]
article-lecturer-union[interactable]: [720, 334, 940, 640]
headline: ਸੁਖਮਨੀ ਸਾਹਿਬ ਦੇ ਪਾਠ ਨਾਲ ਪੋਤੇ ਦਾ ਜਨਮ ਦਿਨ ਮਨਾਇਆ: [725, 948, 935, 982]
